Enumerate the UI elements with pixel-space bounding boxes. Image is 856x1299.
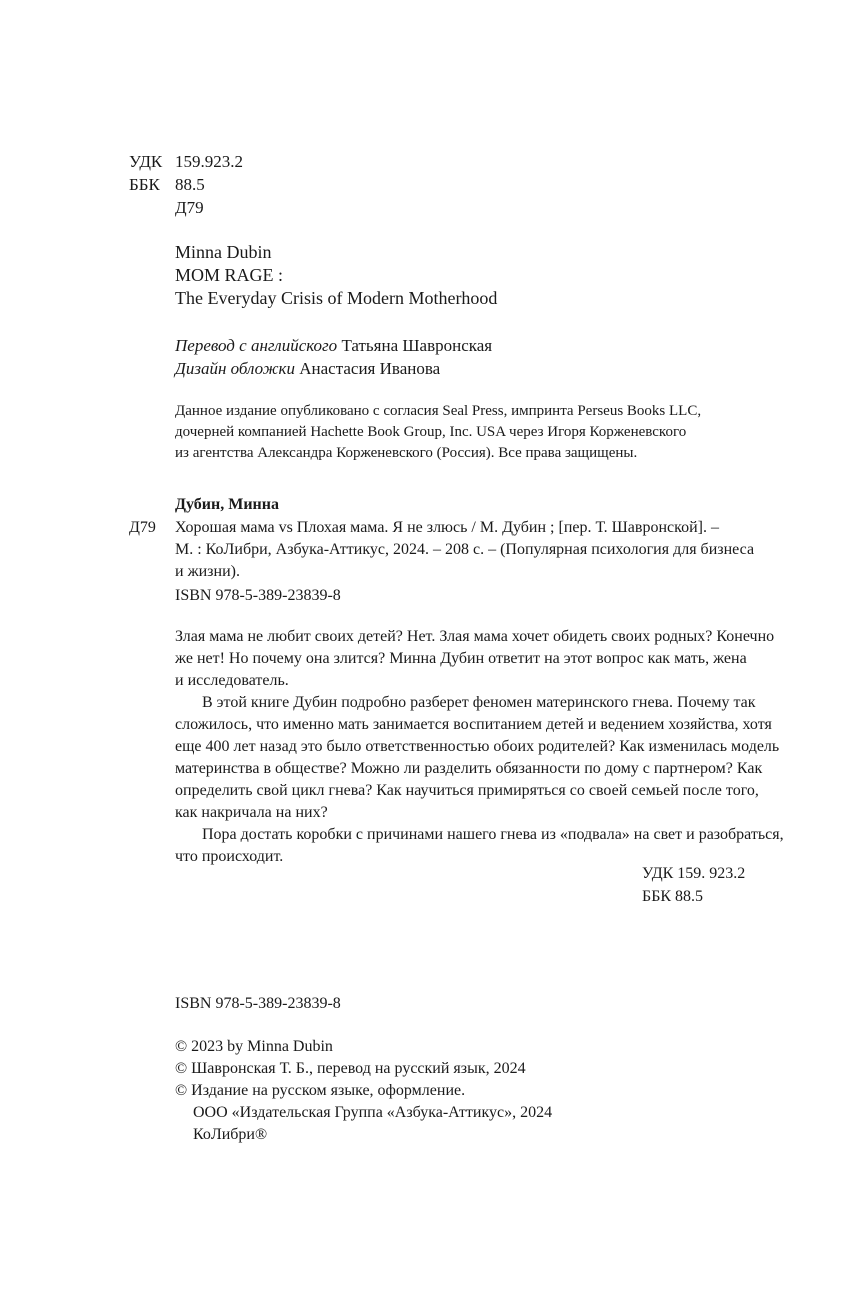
copyright-line: ООО «Издательская Группа «Азбука-Аттикус», 2024 (193, 1104, 553, 1121)
credit-role: Дизайн обложки (175, 359, 295, 378)
copyright-line: КоЛибри® (193, 1126, 268, 1143)
catalog-isbn: ISBN 978-5-389-23839-8 (175, 587, 341, 604)
catalog-line: и жизни). (175, 563, 240, 580)
annotation-udk: УДК 159. 923.2 (642, 865, 746, 882)
annotation-line: Пора достать коробки с причинами нашего гнева из «подвала» на свет и разобраться, (202, 826, 784, 843)
original-title: MOM RAGE : (175, 265, 284, 285)
copyright-line: © 2023 by Minna Dubin (175, 1038, 333, 1055)
bbk-label: ББК (129, 175, 160, 194)
udk-label: УДК (129, 152, 163, 171)
credit-cover-design (175, 357, 440, 380)
copyright-line: © Шавронская Т. Б., перевод на русский язык, 2024 (175, 1060, 526, 1077)
annotation-line: и исследователь. (175, 672, 289, 689)
original-author: Minna Dubin (175, 242, 272, 262)
catalog-line: Хорошая мама vs Плохая мама. Я не злюсь / М. Дубин ; [пер. Т. Шавронской]. – (175, 519, 719, 536)
bbk-value: 88.5 (175, 175, 205, 194)
isbn-bottom: ISBN 978-5-389-23839-8 (175, 995, 341, 1012)
annotation-bbk: ББК 88.5 (642, 888, 704, 905)
annotation-line: В этой книге Дубин подробно разберет феномен материнского гнева. Почему так (202, 694, 756, 711)
original-subtitle: The Everyday Crisis of Modern Motherhood (175, 288, 498, 308)
annotation-line: же нет! Но почему она злится? Минна Дубин ответит на этот вопрос как мать, жена (175, 650, 747, 667)
copyright-line: © Издание на русском языке, оформление. (175, 1082, 466, 1099)
catalog-mark: Д79 (129, 519, 156, 536)
annotation (175, 626, 784, 868)
rights-line: дочерней компанией Hachette Book Group, Inc. USA через Игоря Корженевского (175, 424, 687, 440)
annotation-line: Злая мама не любит своих детей? Нет. Злая мама хочет обидеть своих родных? Конечно (175, 628, 775, 645)
annotation-line: определить свой цикл гнева? Как научиться примиряться со своей семьей после того, (175, 782, 759, 799)
rights-line: Данное издание опубликовано с согласия Seal Press, импринта Perseus Books LLC, (175, 403, 702, 419)
credit-name: Анастасия Иванова (299, 359, 441, 378)
author-mark: Д79 (175, 198, 204, 217)
credit-role: Перевод с английского (175, 336, 338, 355)
catalog-description (175, 517, 754, 583)
copyrights (175, 1036, 552, 1146)
credit-name: Татьяна Шавронская (341, 336, 493, 355)
udk-value: 159.923.2 (175, 152, 243, 171)
catalog-line: М. : КоЛибри, Азбука-Аттикус, 2024. – 208 с. – (Популярная психология для бизнеса (175, 541, 755, 558)
rights-notice (175, 401, 701, 464)
credit-translator (175, 334, 492, 357)
annotation-line: как накричала на них? (175, 804, 328, 821)
catalog-heading: Дубин, Минна (175, 496, 279, 513)
annotation-line: сложилось, что именно мать занимается воспитанием детей и ведением хозяйства, хотя (175, 716, 772, 733)
annotation-line: что происходит. (175, 848, 284, 865)
annotation-line: материнства в обществе? Можно ли разделить обязанности по дому с партнером? Как (175, 760, 763, 777)
annotation-line: еще 400 лет назад это было ответственностью обоих родителей? Как изменилась модель (175, 738, 780, 755)
rights-line: из агентства Александра Корженевского (Россия). Все права защищены. (175, 445, 638, 461)
